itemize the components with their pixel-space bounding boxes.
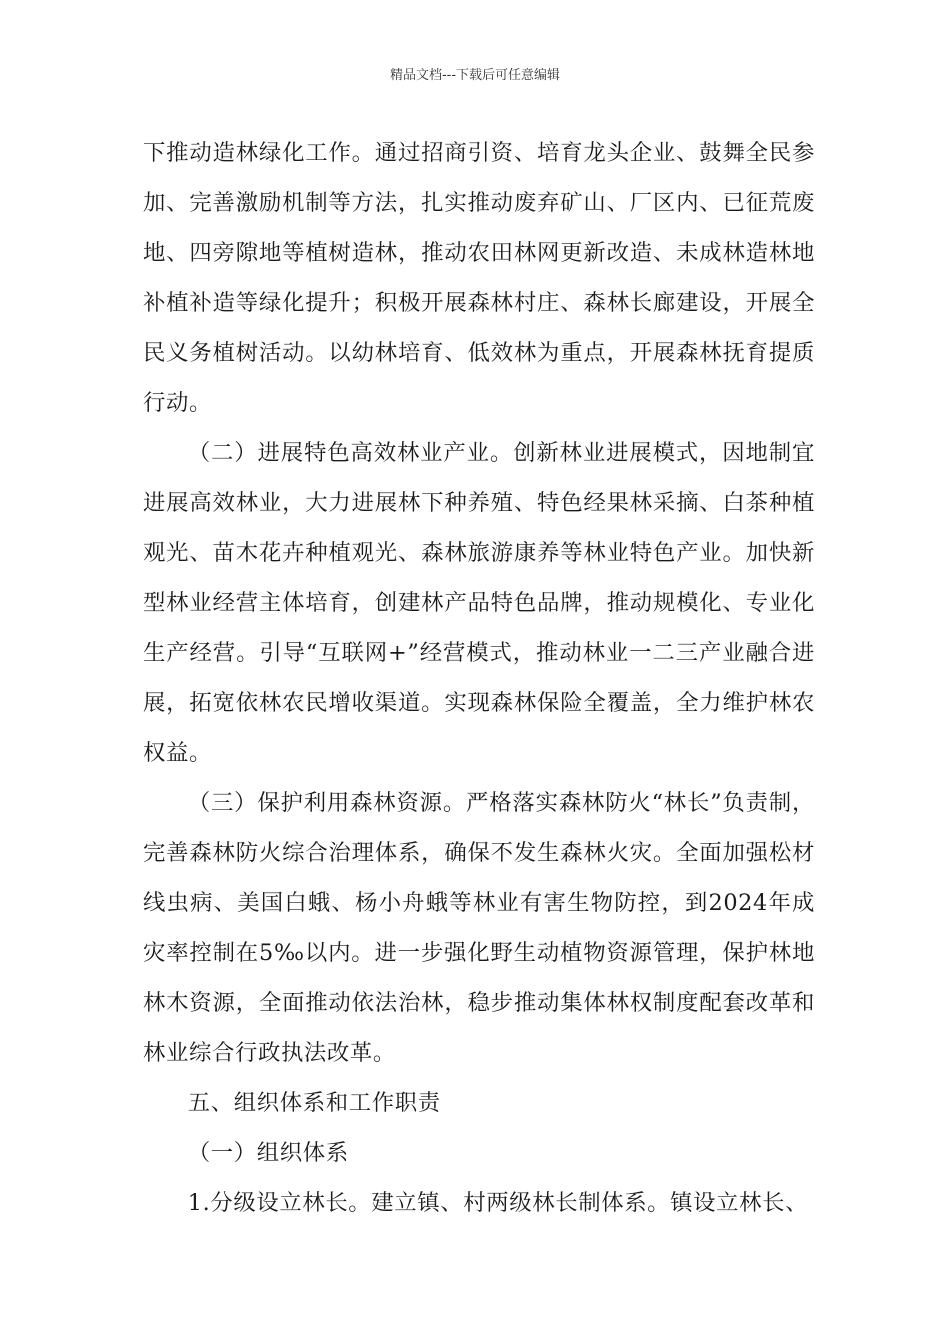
page-header: 精品文档---下载后可任意编辑 — [389, 68, 561, 83]
document-body — [143, 128, 815, 1228]
heading-section-5: 五、组织体系和工作职责 — [187, 1090, 441, 1116]
paragraph-item-1: 1.分级设立林长。建立镇、村两级林长制体系。镇设立林长、 — [187, 1190, 809, 1216]
paragraph-continuation: 下推动造林绿化工作。通过招商引资、培育龙头企业、鼓舞全民参加、完善激励机制等方法，扎实推动废弃矿山、厂区内、已征荒废地、四旁隙地等植树造林，推动农田林网更新改造、未成林造林地补植补造等绿化提升；积极开展森林村庄、森林长廊建设，开展全民义务植树活动。以幼林培育、低效林为重点，开展森林抚育提质行动。 — [143, 140, 815, 416]
heading-org-system: （一）组织体系 — [187, 1140, 349, 1166]
paragraph-section-2: （二）进展特色高效林业产业。创新林业进展模式，因地制宜进展高效林业，大力进展林下种养殖、特色经果林采摘、白茶种植观光、苗木花卉种植观光、森林旅游康养等林业特色产业。加快新型林业经营主体培育，创建林产品特色品牌，推动规模化、专业化生产经营。引导“互联网+”经营模式，推动林业一二三产业融合进展，拓宽依林农民增收渠道。实现森林保险全覆盖，全力维护林农权益。 — [143, 440, 815, 766]
paragraph-section-3: （三）保护利用森林资源。严格落实森林防火“林长”负责制，完善森林防火综合治理体系，确保不发生森林火灾。全面加强松材线虫病、美国白蛾、杨小舟蛾等林业有害生物防控，到2024年成灾率控制在5‰以内。进一步强化野生动植物资源管理，保护林地林木资源，全面推动依法治林，稳步推动集体林权制度配套改革和林业综合行政执法改革。 — [143, 790, 815, 1066]
